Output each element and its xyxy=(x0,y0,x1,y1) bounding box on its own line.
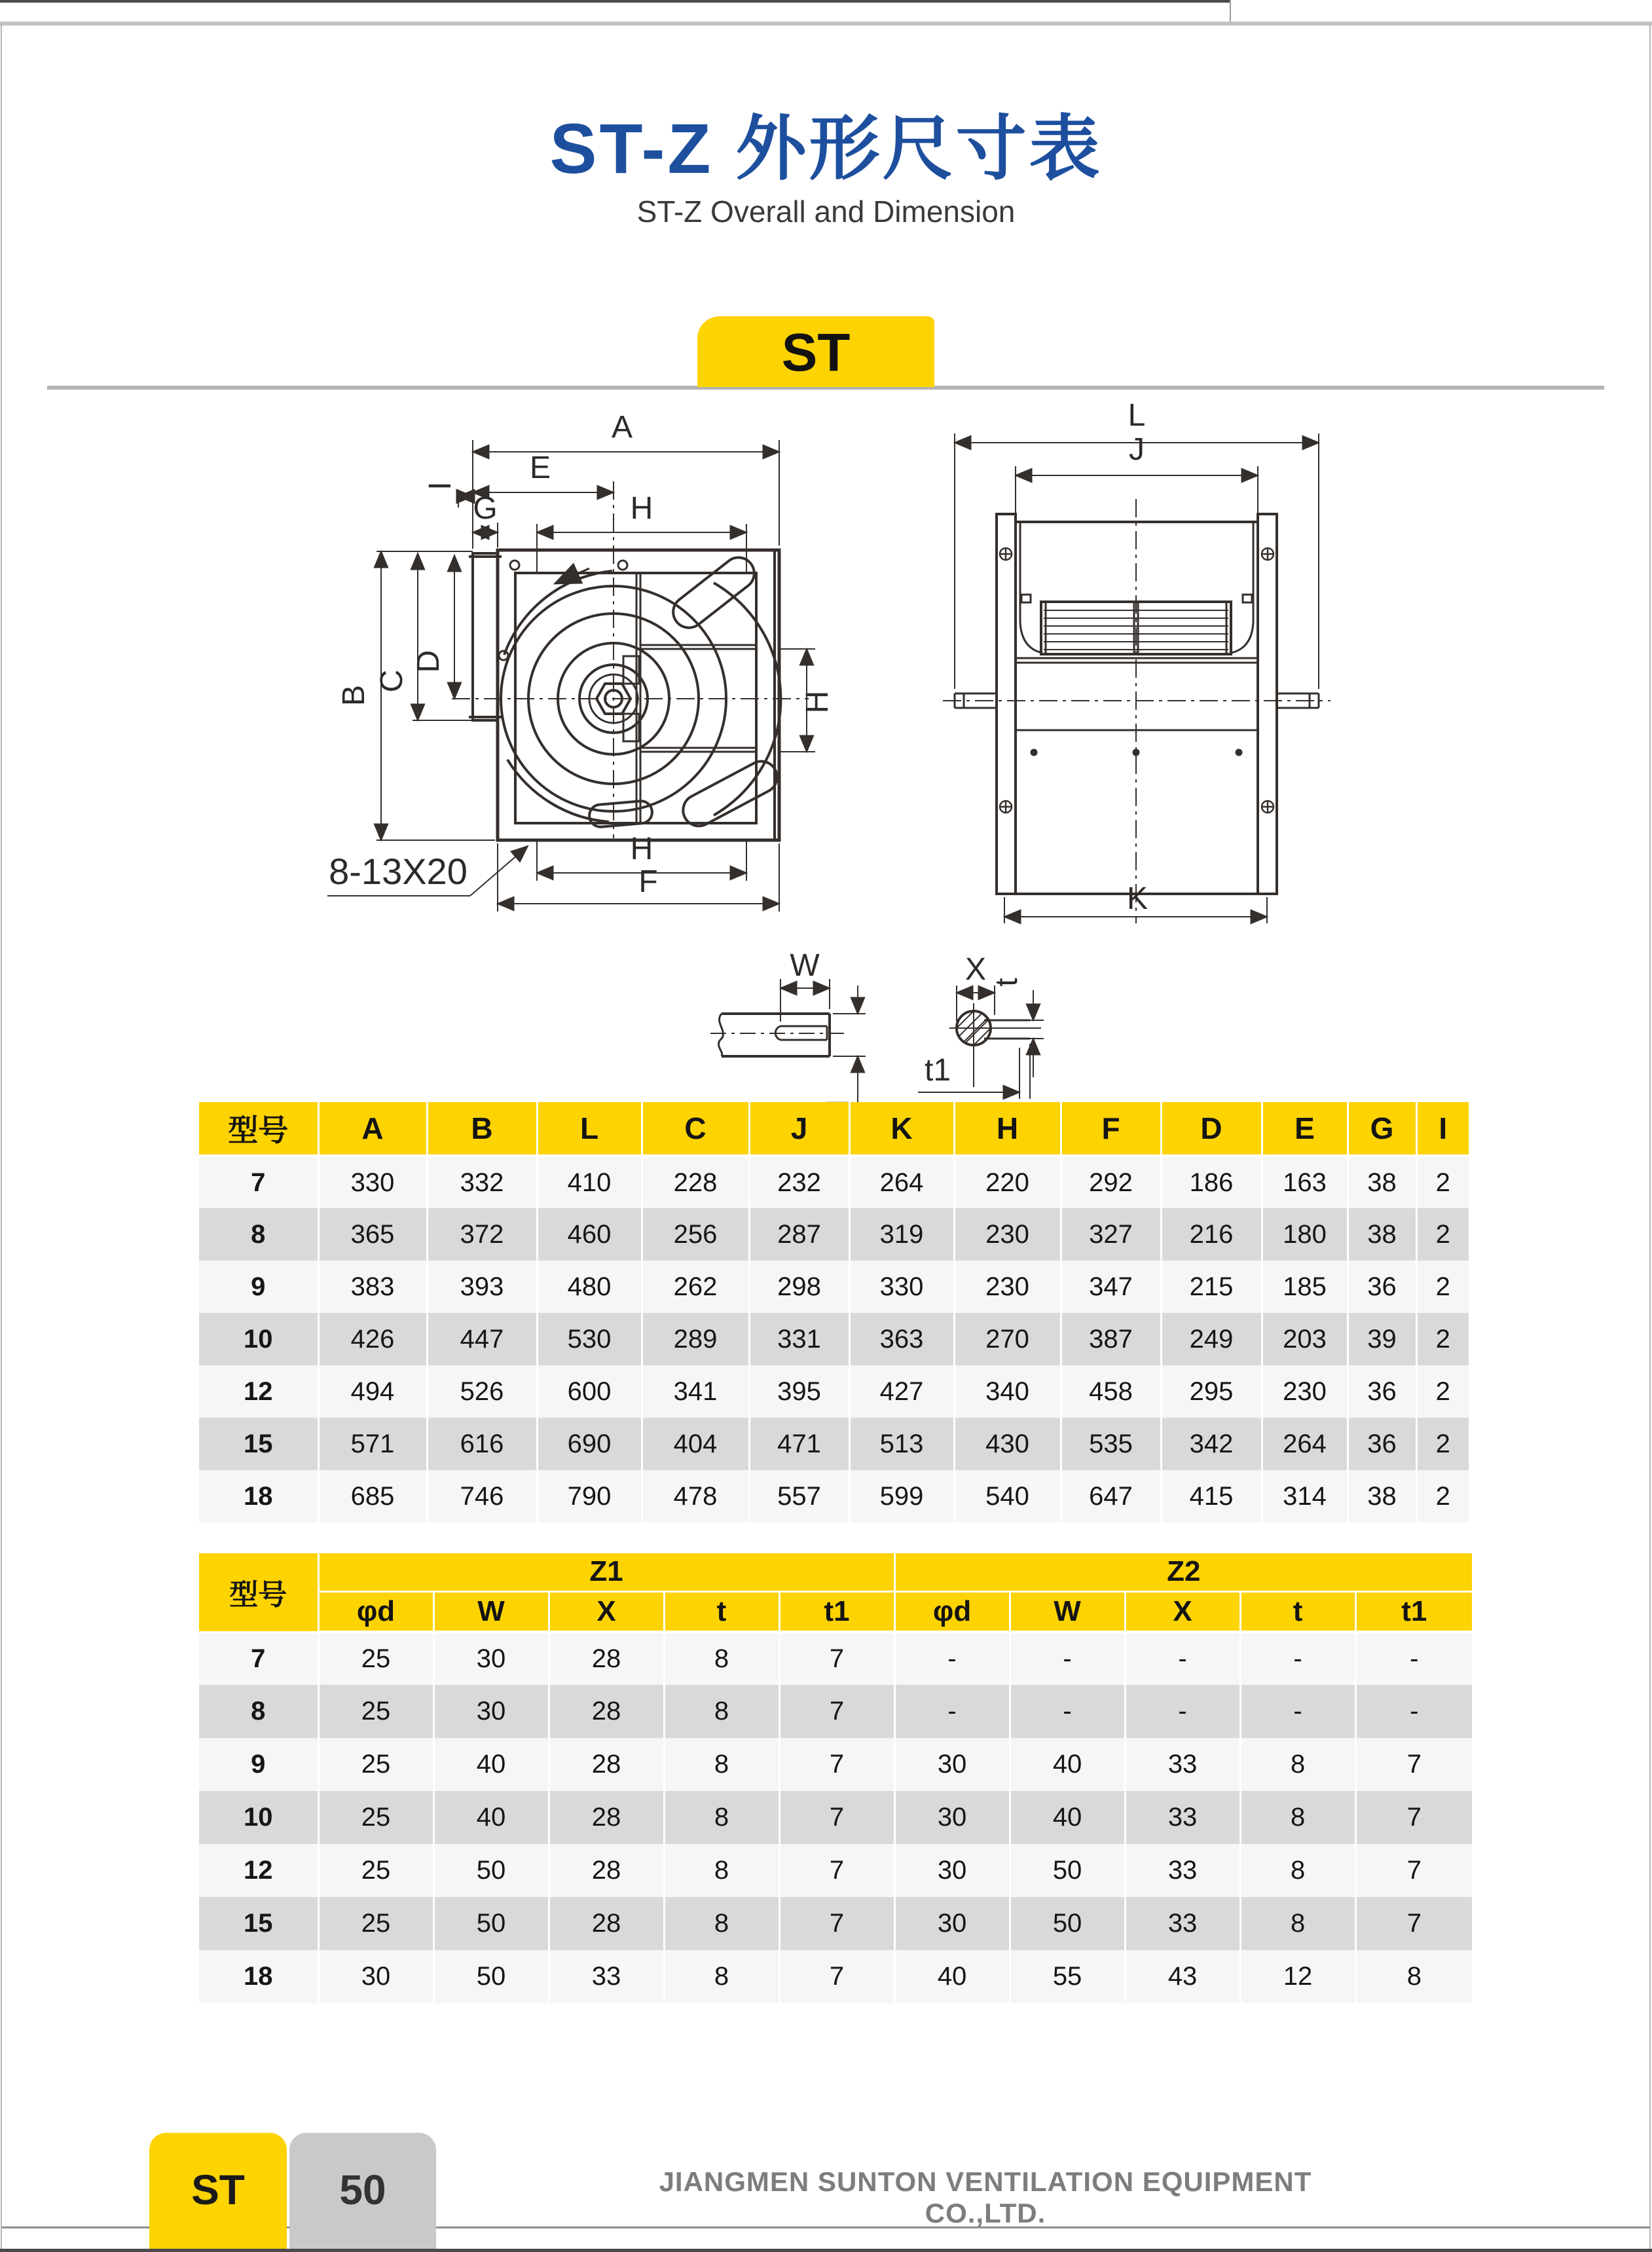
value-cell: 494 xyxy=(318,1365,427,1418)
value-cell: - xyxy=(1125,1685,1240,1738)
table-row xyxy=(199,1738,1472,1791)
dim-label-h-bottom: H xyxy=(630,832,653,866)
dim-label-w: W xyxy=(790,948,820,983)
dim-label-c: C xyxy=(375,669,409,693)
value-cell: 270 xyxy=(954,1313,1061,1365)
value-cell: 480 xyxy=(537,1261,642,1313)
value-cell: 535 xyxy=(1061,1418,1161,1470)
col-header-z1-phid: φd xyxy=(318,1591,433,1632)
col-header-d: D xyxy=(1161,1102,1262,1156)
value-cell: 478 xyxy=(642,1470,749,1523)
value-cell: 347 xyxy=(1061,1261,1161,1313)
value-cell: 25 xyxy=(318,1632,433,1685)
value-cell: 342 xyxy=(1161,1418,1262,1470)
value-cell: 50 xyxy=(1010,1844,1125,1897)
value-cell: 690 xyxy=(537,1418,642,1470)
value-cell: 526 xyxy=(427,1365,537,1418)
value-cell: 203 xyxy=(1262,1313,1348,1365)
value-cell: 8 xyxy=(1240,1844,1355,1897)
value-cell: 7 xyxy=(1406,1803,1422,1832)
value-cell: 7 xyxy=(1406,1856,1422,1885)
value-cell: 28 xyxy=(549,1844,664,1897)
value-cell: 287 xyxy=(749,1208,849,1261)
value-cell: 36 xyxy=(1348,1365,1416,1418)
value-cell: 50 xyxy=(433,1844,549,1897)
model-cell: 8 xyxy=(199,1685,318,1738)
value-cell: 2 xyxy=(1435,1324,1450,1354)
model-cell: 7 xyxy=(199,1156,318,1208)
value-cell: 39 xyxy=(1348,1313,1416,1365)
shaft-key-table-body xyxy=(199,1632,1472,2003)
dim-label-i: I xyxy=(423,481,458,490)
value-cell: 2 xyxy=(1435,1219,1450,1249)
value-cell: 262 xyxy=(642,1261,749,1313)
value-cell: 30 xyxy=(318,1950,433,2003)
model-cell: 15 xyxy=(199,1418,318,1470)
col-header-i: I xyxy=(1416,1102,1469,1156)
value-cell: 685 xyxy=(318,1470,427,1523)
value-cell: 341 xyxy=(642,1365,749,1418)
model-cell: 9 xyxy=(199,1261,318,1313)
value-cell: 530 xyxy=(537,1313,642,1365)
value-cell: 557 xyxy=(749,1470,849,1523)
value-cell: 460 xyxy=(537,1208,642,1261)
table-row xyxy=(199,1632,1472,1685)
value-cell: 40 xyxy=(894,1950,1010,2003)
col-header-c: C xyxy=(642,1102,749,1156)
table-row xyxy=(199,1685,1472,1738)
col-header-j: J xyxy=(749,1102,849,1156)
col-header-z2-t: t xyxy=(1240,1591,1355,1632)
value-cell: 249 xyxy=(1161,1313,1262,1365)
col-header-z1-t: t xyxy=(664,1591,779,1632)
value-cell: 387 xyxy=(1061,1313,1161,1365)
value-cell: 25 xyxy=(318,1685,433,1738)
value-cell: 28 xyxy=(549,1738,664,1791)
table-row xyxy=(199,1208,1469,1261)
table-sub-header-row xyxy=(199,1591,1472,1632)
value-cell: 55 xyxy=(1010,1950,1125,2003)
footer-series-tab: ST xyxy=(149,2133,287,2252)
value-cell: 330 xyxy=(849,1261,954,1313)
value-cell: 40 xyxy=(1010,1791,1125,1844)
value-cell: 43 xyxy=(1125,1950,1240,2003)
dim-label-h-right: H xyxy=(800,690,835,714)
dimension-table-body xyxy=(199,1156,1469,1523)
value-cell: 393 xyxy=(427,1261,537,1313)
value-cell: 327 xyxy=(1061,1208,1161,1261)
value-cell: - xyxy=(894,1685,1010,1738)
value-cell: 340 xyxy=(954,1365,1061,1418)
value-cell: 216 xyxy=(1161,1208,1262,1261)
scan-tick-mark xyxy=(1230,0,1231,24)
value-cell: 50 xyxy=(433,1950,549,2003)
value-cell: 163 xyxy=(1262,1156,1348,1208)
value-cell: 25 xyxy=(318,1791,433,1844)
table-row xyxy=(199,1897,1472,1950)
value-cell: 40 xyxy=(433,1791,549,1844)
group-header-z2: Z2 xyxy=(894,1553,1472,1591)
value-cell: 332 xyxy=(427,1156,537,1208)
table-header-row xyxy=(199,1102,1469,1156)
fan-dimension-drawing xyxy=(0,393,1652,1179)
dim-label-t1: t1 xyxy=(924,1053,951,1088)
value-cell: 28 xyxy=(549,1897,664,1950)
model-cell: 12 xyxy=(199,1844,318,1897)
dim-label-g: G xyxy=(473,491,498,526)
value-cell: 330 xyxy=(318,1156,427,1208)
value-cell: 7 xyxy=(779,1897,894,1950)
value-cell: 228 xyxy=(642,1156,749,1208)
value-cell: 7 xyxy=(779,1632,894,1685)
col-header-h: H xyxy=(954,1102,1061,1156)
value-cell: - xyxy=(1010,1685,1125,1738)
value-cell: 8 xyxy=(1240,1791,1355,1844)
table-row xyxy=(199,1365,1469,1418)
value-cell: 186 xyxy=(1161,1156,1262,1208)
value-cell: 185 xyxy=(1262,1261,1348,1313)
value-cell: - xyxy=(894,1632,1010,1685)
value-cell: 8 xyxy=(664,1685,779,1738)
value-cell: 12 xyxy=(1240,1950,1355,2003)
table-row xyxy=(199,1791,1472,1844)
value-cell: 7 xyxy=(779,1791,894,1844)
value-cell: 30 xyxy=(894,1897,1010,1950)
value-cell: 50 xyxy=(433,1897,549,1950)
value-cell: 33 xyxy=(1125,1844,1240,1897)
dim-label-f: F xyxy=(638,864,658,899)
value-cell: 458 xyxy=(1061,1365,1161,1418)
value-cell: 7 xyxy=(779,1950,894,2003)
col-header-model: 型号 xyxy=(199,1102,318,1156)
value-cell: 746 xyxy=(427,1470,537,1523)
table-group-header-row xyxy=(199,1553,1472,1591)
series-badge: ST xyxy=(697,316,934,387)
col-header-z2-w: W xyxy=(1010,1591,1125,1632)
value-cell: 8 xyxy=(664,1791,779,1844)
value-cell: 314 xyxy=(1262,1470,1348,1523)
value-cell: 790 xyxy=(537,1470,642,1523)
model-cell: 7 xyxy=(199,1632,318,1685)
value-cell: 30 xyxy=(894,1791,1010,1844)
col-header-b: B xyxy=(427,1102,537,1156)
value-cell: 33 xyxy=(1125,1791,1240,1844)
value-cell: 616 xyxy=(427,1418,537,1470)
value-cell: 264 xyxy=(1262,1418,1348,1470)
value-cell: 427 xyxy=(849,1365,954,1418)
value-cell: 410 xyxy=(537,1156,642,1208)
value-cell: 50 xyxy=(1010,1897,1125,1950)
col-header-z2-t1: t1 xyxy=(1355,1591,1472,1632)
value-cell: 8 xyxy=(1240,1897,1355,1950)
value-cell: 8 xyxy=(664,1950,779,2003)
value-cell: 38 xyxy=(1348,1470,1416,1523)
technical-drawing xyxy=(0,393,1652,1179)
top-rule-line xyxy=(0,22,1652,26)
model-cell: 10 xyxy=(199,1313,318,1365)
page-bottom-border xyxy=(0,2249,1652,2252)
dim-label-l: L xyxy=(1128,398,1146,433)
value-cell: 30 xyxy=(433,1685,549,1738)
value-cell: 36 xyxy=(1348,1418,1416,1470)
value-cell: 256 xyxy=(642,1208,749,1261)
value-cell: 28 xyxy=(549,1632,664,1685)
col-header-f: F xyxy=(1061,1102,1161,1156)
model-cell: 18 xyxy=(199,1950,318,2003)
value-cell: 8 xyxy=(1406,1962,1422,1991)
value-cell: 8 xyxy=(664,1738,779,1791)
value-cell: 33 xyxy=(549,1950,664,2003)
value-cell: 264 xyxy=(849,1156,954,1208)
footer-page-number: 50 xyxy=(289,2133,436,2252)
value-cell: 25 xyxy=(318,1897,433,1950)
value-cell: 571 xyxy=(318,1418,427,1470)
col-header-g: G xyxy=(1348,1102,1416,1156)
value-cell: 220 xyxy=(954,1156,1061,1208)
value-cell: 447 xyxy=(427,1313,537,1365)
value-cell: 8 xyxy=(1240,1738,1355,1791)
value-cell: 372 xyxy=(427,1208,537,1261)
value-cell: 33 xyxy=(1125,1897,1240,1950)
value-cell: 8 xyxy=(664,1844,779,1897)
model-cell: 10 xyxy=(199,1791,318,1844)
value-cell: 28 xyxy=(549,1685,664,1738)
table-row xyxy=(199,1418,1469,1470)
value-cell: 395 xyxy=(749,1365,849,1418)
col-header-z2-phid: φd xyxy=(894,1591,1010,1632)
value-cell: 289 xyxy=(642,1313,749,1365)
value-cell: 38 xyxy=(1348,1208,1416,1261)
page-top-border xyxy=(0,0,1230,3)
dim-label-b: B xyxy=(337,684,371,707)
value-cell: 7 xyxy=(779,1685,894,1738)
dimension-table xyxy=(199,1102,1469,1523)
dim-label-d: D xyxy=(411,650,446,673)
value-cell: 415 xyxy=(1161,1470,1262,1523)
value-cell: 319 xyxy=(849,1208,954,1261)
value-cell: 2 xyxy=(1435,1272,1450,1301)
col-header-l: L xyxy=(537,1102,642,1156)
value-cell: 383 xyxy=(318,1261,427,1313)
bolt-hole-note: 8-13X20 xyxy=(329,851,468,892)
value-cell: 7 xyxy=(779,1844,894,1897)
dim-label-t: t xyxy=(989,978,1024,987)
footer-company-name: JIANGMEN SUNTON VENTILATION EQUIPMENT CO.,LTD. xyxy=(659,2166,1312,2228)
value-cell: 295 xyxy=(1161,1365,1262,1418)
table-row xyxy=(199,1313,1469,1365)
value-cell: 8 xyxy=(664,1632,779,1685)
table-row xyxy=(199,1844,1472,1897)
dim-label-j: J xyxy=(1129,432,1145,467)
value-cell: 2 xyxy=(1435,1168,1450,1197)
value-cell: 7 xyxy=(1406,1750,1422,1779)
value-cell: - xyxy=(1010,1632,1125,1685)
value-cell: 180 xyxy=(1262,1208,1348,1261)
value-cell: 8 xyxy=(664,1897,779,1950)
value-cell: - xyxy=(1240,1685,1355,1738)
shaft-key-table xyxy=(199,1553,1472,2003)
value-cell: 230 xyxy=(954,1261,1061,1313)
value-cell: 36 xyxy=(1348,1261,1416,1313)
value-cell: 30 xyxy=(433,1632,549,1685)
col-header-model: 型号 xyxy=(199,1553,318,1632)
value-cell: - xyxy=(1125,1632,1240,1685)
value-cell: 30 xyxy=(894,1844,1010,1897)
table-row xyxy=(199,1156,1469,1208)
col-header-z2-x: X xyxy=(1125,1591,1240,1632)
model-cell: 12 xyxy=(199,1365,318,1418)
dim-label-h-top: H xyxy=(630,491,653,526)
table-row xyxy=(199,1470,1469,1523)
value-cell: 25 xyxy=(318,1844,433,1897)
value-cell: 2 xyxy=(1435,1376,1450,1406)
value-cell: 230 xyxy=(954,1208,1061,1261)
value-cell: 647 xyxy=(1061,1470,1161,1523)
value-cell: 430 xyxy=(954,1418,1061,1470)
value-cell: 28 xyxy=(549,1791,664,1844)
page-subtitle: ST-Z Overall and Dimension xyxy=(636,194,1016,229)
value-cell: 404 xyxy=(642,1418,749,1470)
value-cell: 38 xyxy=(1348,1156,1416,1208)
col-header-z1-x: X xyxy=(549,1591,664,1632)
col-header-z1-w: W xyxy=(433,1591,549,1632)
model-cell: 9 xyxy=(199,1738,318,1791)
col-header-a: A xyxy=(318,1102,427,1156)
col-header-z1-t1: t1 xyxy=(779,1591,894,1632)
value-cell: 513 xyxy=(849,1418,954,1470)
model-cell: 18 xyxy=(199,1470,318,1523)
value-cell: - xyxy=(1410,1644,1419,1673)
value-cell: 2 xyxy=(1435,1429,1450,1458)
value-cell: 471 xyxy=(749,1418,849,1470)
value-cell: - xyxy=(1240,1632,1355,1685)
value-cell: 40 xyxy=(433,1738,549,1791)
col-header-k: K xyxy=(849,1102,954,1156)
value-cell: 25 xyxy=(318,1738,433,1791)
dim-label-k: K xyxy=(1126,881,1148,916)
value-cell: 40 xyxy=(1010,1738,1125,1791)
value-cell: 7 xyxy=(779,1738,894,1791)
value-cell: 30 xyxy=(894,1738,1010,1791)
table-row xyxy=(199,1950,1472,2003)
dim-label-x: X xyxy=(964,952,987,987)
value-cell: 540 xyxy=(954,1470,1061,1523)
dim-label-e: E xyxy=(529,451,551,485)
value-cell: 292 xyxy=(1061,1156,1161,1208)
table-row xyxy=(199,1261,1469,1313)
dim-label-a: A xyxy=(611,410,633,445)
value-cell: 33 xyxy=(1125,1738,1240,1791)
model-cell: 15 xyxy=(199,1897,318,1950)
page-title: ST-Z 外形尺寸表 xyxy=(549,109,1103,188)
col-header-e: E xyxy=(1262,1102,1348,1156)
value-cell: 599 xyxy=(849,1470,954,1523)
value-cell: 298 xyxy=(749,1261,849,1313)
value-cell: 215 xyxy=(1161,1261,1262,1313)
value-cell: 230 xyxy=(1262,1365,1348,1418)
model-cell: 8 xyxy=(199,1208,318,1261)
value-cell: 7 xyxy=(1406,1909,1422,1938)
value-cell: 2 xyxy=(1435,1481,1450,1511)
group-header-z1: Z1 xyxy=(318,1553,894,1591)
value-cell: 232 xyxy=(749,1156,849,1208)
value-cell: 600 xyxy=(537,1365,642,1418)
value-cell: 365 xyxy=(318,1208,427,1261)
value-cell: 331 xyxy=(749,1313,849,1365)
value-cell: - xyxy=(1410,1697,1419,1726)
value-cell: 426 xyxy=(318,1313,427,1365)
value-cell: 363 xyxy=(849,1313,954,1365)
